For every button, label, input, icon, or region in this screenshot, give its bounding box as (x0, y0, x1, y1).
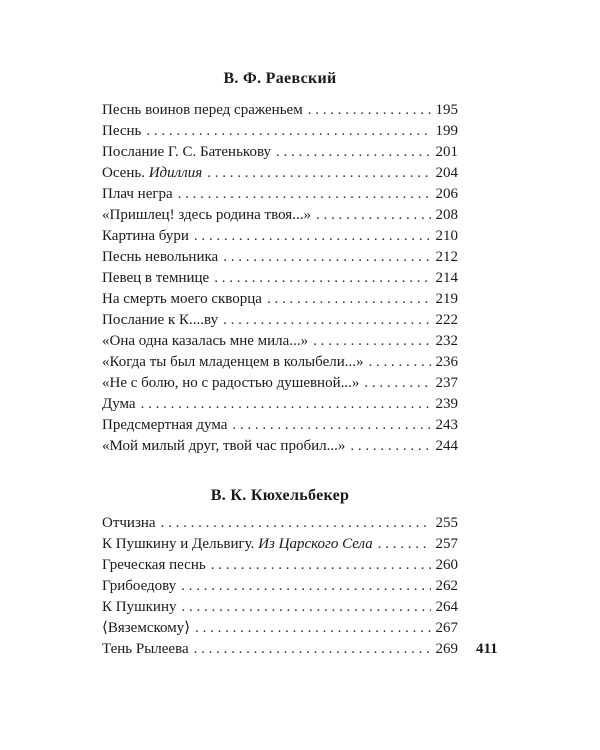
entry-page-number: 208 (435, 207, 458, 223)
entry-title: Отчизна (102, 515, 156, 531)
toc-entry (102, 289, 458, 310)
entry-page-number: 195 (435, 102, 458, 118)
entry-page-number: 206 (435, 186, 458, 202)
dot-leader (207, 163, 431, 184)
toc-entry-list (102, 100, 458, 457)
dot-leader (276, 142, 431, 163)
entry-page-number: 219 (435, 291, 458, 307)
entry-page-number: 201 (435, 144, 458, 160)
entry-page-number: 269 (435, 641, 458, 657)
entry-page-number: 267 (435, 620, 458, 636)
entry-page-number: 260 (435, 557, 458, 573)
dot-leader (223, 310, 431, 331)
entry-title: Предсмертная дума (102, 417, 228, 433)
toc-entry (102, 100, 458, 121)
entry-title: Песнь невольника (102, 249, 219, 265)
entry-page-number: 222 (435, 312, 458, 328)
dot-leader (195, 618, 431, 639)
dot-leader (194, 639, 431, 660)
entry-page-number: 210 (435, 228, 458, 244)
toc-entry (102, 513, 458, 534)
entry-title: «Мой милый друг, твой час пробил...» (102, 438, 346, 454)
toc-entry (102, 121, 458, 142)
dot-leader (308, 100, 431, 121)
entry-page-number: 237 (435, 375, 458, 391)
dot-leader (141, 394, 431, 415)
toc-entry (102, 268, 458, 289)
entry-page-number: 214 (435, 270, 458, 286)
entry-title: Песнь (102, 123, 142, 139)
toc-entry (102, 310, 458, 331)
section-author-title: В. К. Кюхельбекер (210, 487, 350, 504)
entry-title: Плач негра (102, 186, 173, 202)
entry-page-number: 239 (435, 396, 458, 412)
entry-page-number: 257 (435, 536, 458, 552)
toc-entry (102, 639, 458, 660)
entry-title: Песнь воинов перед сраженьем (102, 102, 303, 118)
entry-title: К Пушкину (102, 599, 177, 615)
dot-leader (378, 534, 431, 555)
dot-leader (369, 352, 432, 373)
entry-title: ⟨Вяземскому⟩ (102, 620, 191, 636)
dot-leader (161, 513, 431, 534)
dot-leader (178, 184, 431, 205)
entry-title: Певец в темнице (102, 270, 210, 286)
entry-page-number: 243 (435, 417, 458, 433)
toc-entry (102, 373, 458, 394)
toc-entry (102, 534, 458, 555)
entry-page-number: 244 (435, 438, 458, 454)
entry-title: Картина бури (102, 228, 189, 244)
toc-entry (102, 436, 458, 457)
toc-entry (102, 352, 458, 373)
entry-title: Осень. Идиллия (102, 165, 203, 181)
toc-entry (102, 331, 458, 352)
entry-title: «Когда ты был младенцем в колыбели...» (102, 354, 364, 370)
entry-page-number: 204 (435, 165, 458, 181)
entry-title: «Она одна казалась мне мила...» (102, 333, 309, 349)
dot-leader (181, 576, 431, 597)
entry-page-number: 236 (435, 354, 458, 370)
entry-page-number: 262 (435, 578, 458, 594)
dot-leader (313, 331, 431, 352)
dot-leader (232, 415, 431, 436)
toc-entry (102, 576, 458, 597)
toc-entry (102, 226, 458, 247)
toc-entry (102, 205, 458, 226)
entry-title: Послание к К....ву (102, 312, 219, 328)
entry-page-number: 232 (435, 333, 458, 349)
dot-leader (364, 373, 431, 394)
dot-leader (181, 597, 431, 618)
toc-entry-list (102, 513, 458, 660)
toc-entry (102, 163, 458, 184)
entry-title: Грибоедову (102, 578, 177, 594)
entry-page-number: 264 (435, 599, 458, 615)
entry-page-number: 255 (435, 515, 458, 531)
toc-entry (102, 597, 458, 618)
dot-leader (194, 226, 431, 247)
toc-entry (102, 142, 458, 163)
dot-leader (267, 289, 431, 310)
toc-entry (102, 184, 458, 205)
dot-leader (146, 121, 431, 142)
entry-page-number: 199 (435, 123, 458, 139)
entry-title: «Не с болю, но с радостью душевной...» (102, 375, 360, 391)
toc-entry (102, 394, 458, 415)
dot-leader (214, 268, 431, 289)
toc-entry (102, 247, 458, 268)
entry-title: «Пришлец! здесь родина твоя...» (102, 207, 311, 223)
entry-title: Послание Г. С. Батенькову (102, 144, 272, 160)
dot-leader (316, 205, 431, 226)
entry-title: Тень Рылеева (102, 641, 189, 657)
entry-page-number: 212 (435, 249, 458, 265)
toc-entry (102, 415, 458, 436)
toc-entry (102, 618, 458, 639)
toc-entry (102, 555, 458, 576)
entry-title: К Пушкину и Дельвигу. Из Царского Села (102, 536, 373, 552)
section-author-title: В. Ф. Раевский (223, 70, 337, 87)
entry-title: Дума (102, 396, 136, 412)
dot-leader (223, 247, 431, 268)
entry-title: Греческая песнь (102, 557, 206, 573)
dot-leader (350, 436, 431, 457)
page-number: 411 (476, 641, 498, 657)
dot-leader (211, 555, 431, 576)
entry-title: На смерть моего скворца (102, 291, 262, 307)
